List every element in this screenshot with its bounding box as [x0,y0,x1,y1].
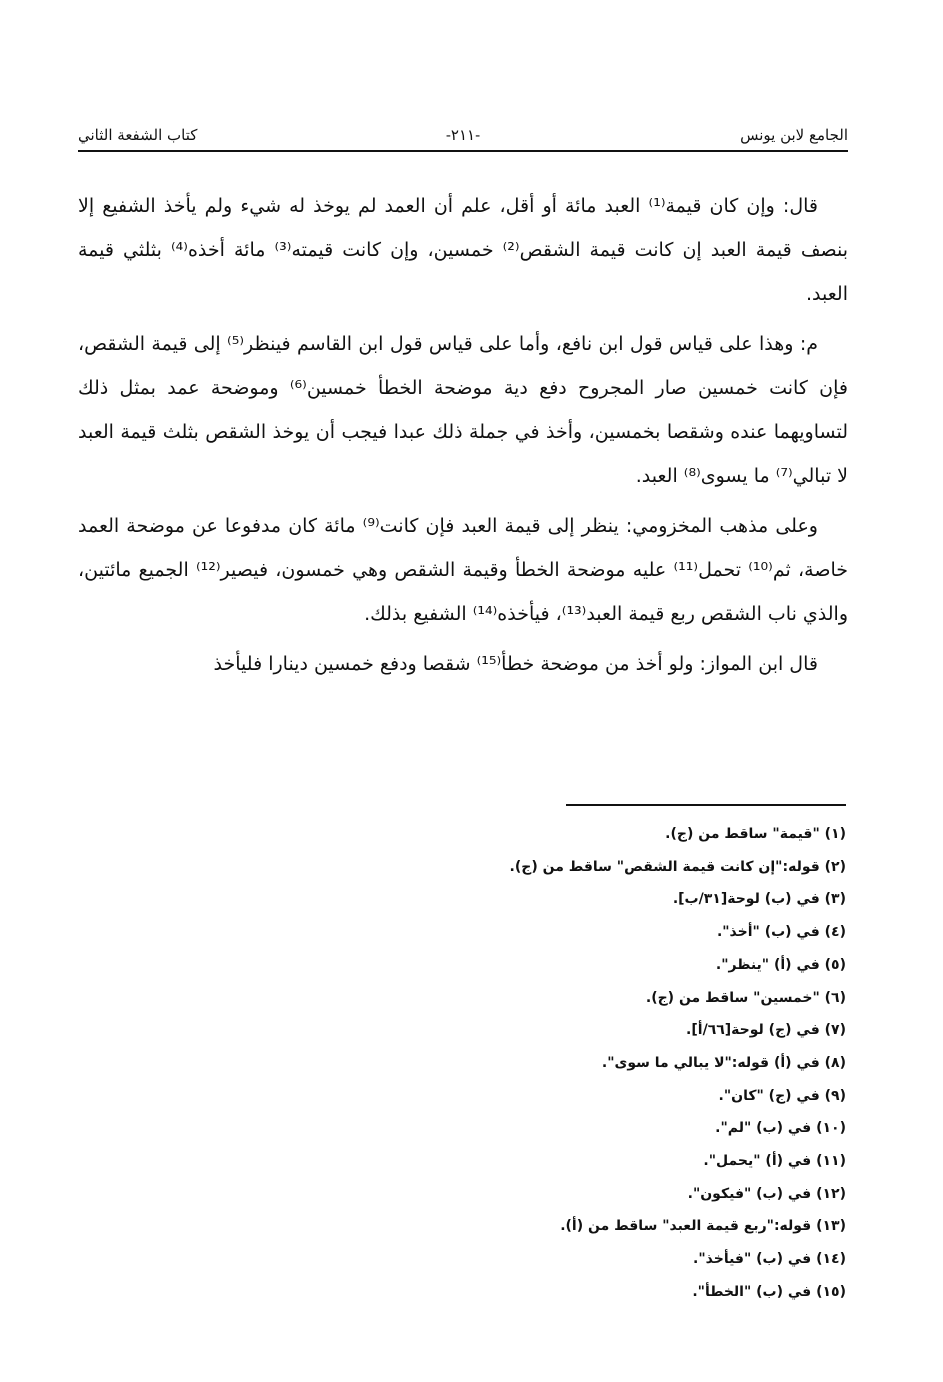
footnotes [346,818,846,1309]
footnote: (١٥) في (ب) "الخطأ". [692,1283,846,1300]
chapter-title: كتاب الشفعة الثاني [78,126,198,144]
header-rule [78,150,848,152]
page-number: -٢١١- [445,126,481,144]
footnote: (١٢) في (ب) "فيكون". [687,1185,846,1202]
footnote: (٥) في (أ) "ينظر". [715,956,846,973]
book-title: الجامع لابن يونس [740,126,848,144]
footnote: (٧) في (ج) لوحة[٦٦/أ]. [686,1022,846,1039]
paragraph: وعلى مذهب المخزومي: ينظر إلى قيمة العبد فإن كانت⁽⁹⁾ مائة كان مدفوعا عن موضحة العمد خاصة، ثم⁽¹⁰⁾ تحمل⁽¹¹⁾ عليه موضحة الخطأ وقيمة الشقص وهي خمسون، فيصير⁽¹²⁾ الجميع مائتين، والذي ناب الشقص ربع قيمة العبد⁽¹³⁾، فيأخذه⁽¹⁴⁾ الشفيع بذلك. [78,515,848,625]
footnote: (٩) في (ج) "كان". [718,1087,846,1104]
paragraph: قال: وإن كان قيمة⁽¹⁾ العبد مائة أو أقل، علم أن العمد لم يوخذ له شيء ولم يأخذ الشفيع إلا بنصف قيمة العبد إن كانت قيمة الشقص⁽²⁾ خمسين، وإن كانت قيمته⁽³⁾ مائة أخذه⁽⁴⁾ بثلثي قيمة العبد. [78,195,848,305]
footnote: (١٤) في (ب) "فيأخذ". [693,1251,846,1268]
footnote: (١١) في (أ) "يحمل". [703,1153,846,1170]
footnote: (١) "قيمة" ساقط من (ج). [665,826,846,842]
footnote-rule [566,804,846,806]
main-text [78,184,848,692]
footnote: (٨) في (أ) قوله:"لا يبالي ما سوى". [601,1054,846,1071]
paragraph: قال ابن المواز: ولو أخذ من موضحة خطأ⁽¹⁵⁾ شقصا ودفع خمسين دينارا فليأخذ [213,653,818,675]
footnote: (١٠) في (ب) "لم". [715,1120,846,1137]
footnote: (٢) قوله:"إن كانت قيمة الشقص" ساقط من (ج). [509,858,846,875]
paragraph: م: وهذا على قياس قول ابن نافع، وأما على قياس قول ابن القاسم فينظر⁽⁵⁾ إلى قيمة الشقص، فإن كانت خمسين صار المجروح دفع دية موضحة الخطأ خمسين⁽⁶⁾ وموضحة عمد بمثل ذلك لتساويهما عنده وشقصا بخمسين، وأخذ في جملة ذلك عبدا فيجب أن يوخذ الشقص بثلث قيمة العبد لا تبالي⁽⁷⁾ ما يسوى⁽⁸⁾ العبد. [78,333,848,487]
footnote: (٤) في (ب) "أخذ". [716,924,846,941]
running-header [78,122,848,152]
footnote: (٦) "خمسين" ساقط من (ج). [645,989,846,1006]
footnote: (٣) في (ب) لوحة[٣١/ب]. [672,891,846,908]
footnote: (١٣) قوله:"ربع قيمة العبد" ساقط من (أ). [560,1218,846,1235]
